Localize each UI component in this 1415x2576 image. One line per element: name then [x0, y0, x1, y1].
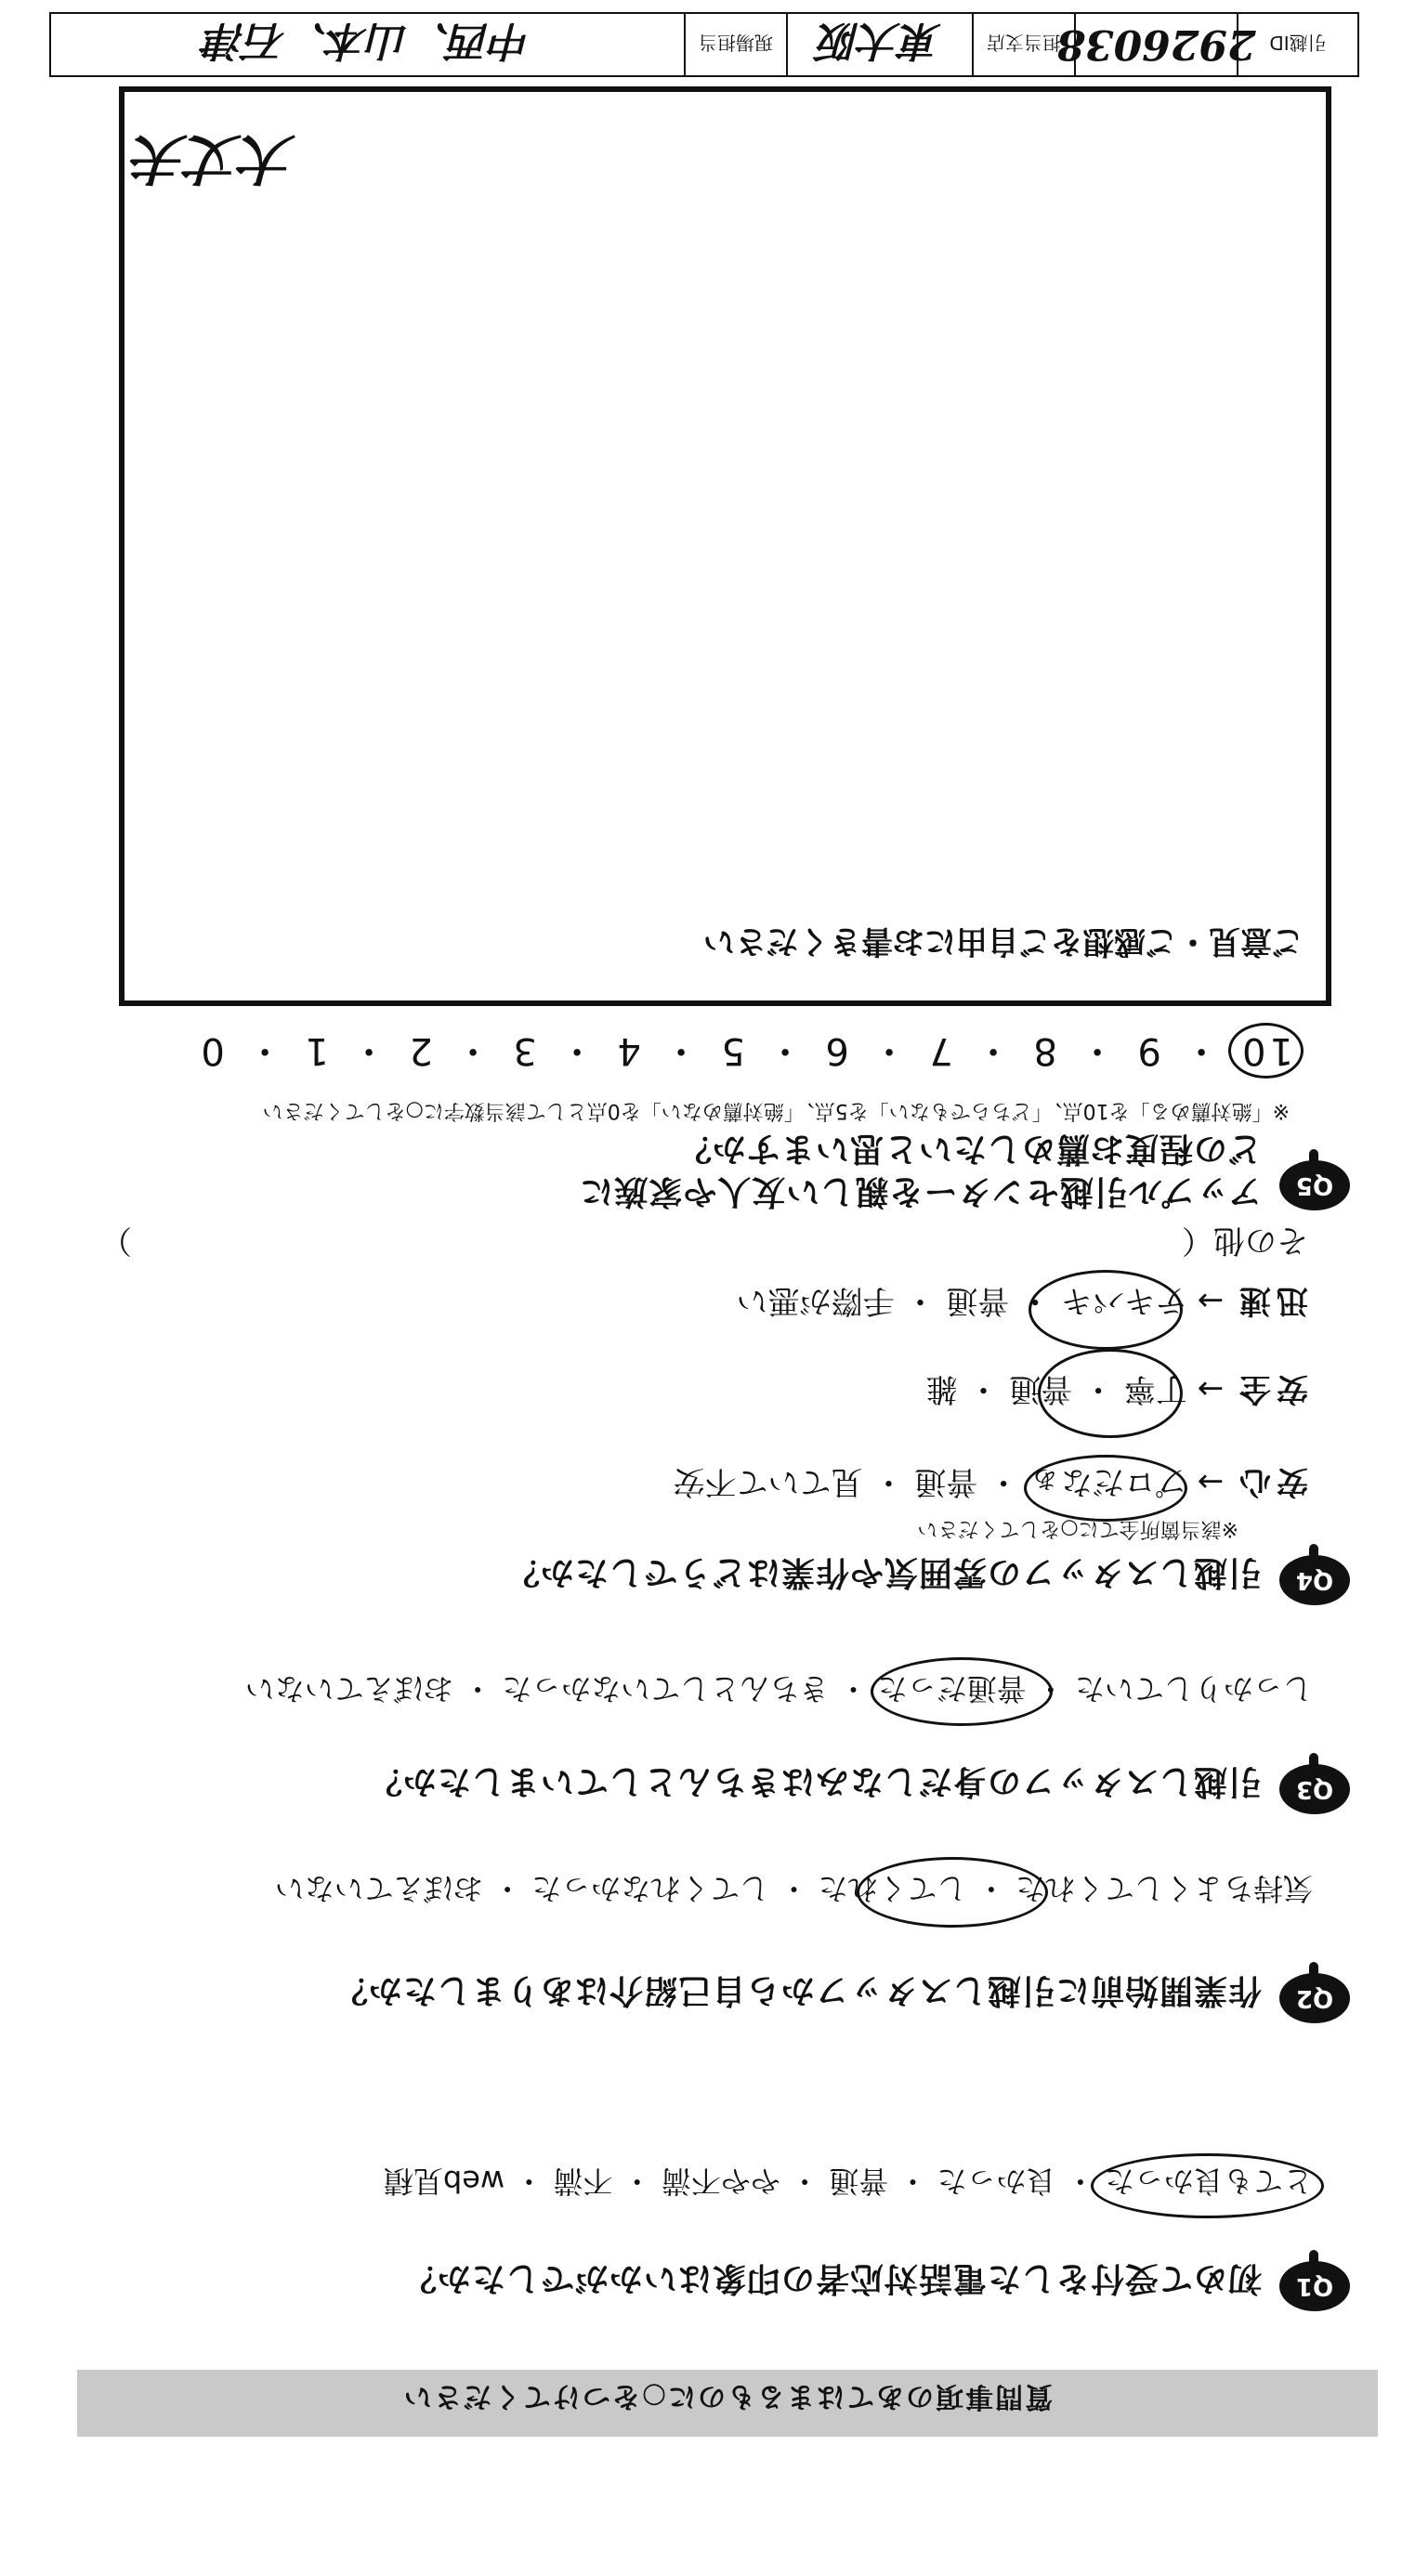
- q5-scale-option-2[interactable]: 2: [405, 1029, 433, 1072]
- comment-box[interactable]: [119, 86, 1331, 1006]
- branch-label: 担当支店: [987, 32, 1061, 55]
- q5-scale-option-4[interactable]: 4: [613, 1029, 641, 1072]
- q4-row-safety: 安全 → 丁寧 ・ 普通 ・ 雑: [925, 1370, 1308, 1407]
- q4-speed-option-brisk[interactable]: テキパキ: [1060, 1282, 1187, 1319]
- q4-row-relief: 安心 → プロだなぁ ・ 普通 ・ 見ていて不安: [673, 1463, 1308, 1500]
- q5-question-line2: どの程度お薦めしたいと思いますか？: [676, 1130, 1262, 1168]
- q5-scale: [188, 1023, 1304, 1080]
- q3-option-dont-remember[interactable]: おぼえていない: [244, 1671, 453, 1706]
- q5-scale-separator: ・: [659, 1029, 701, 1072]
- id-value: 2926038: [1056, 20, 1256, 69]
- q5-scale-separator: ・: [867, 1029, 909, 1072]
- q4-speed-option-clumsy[interactable]: 手際が悪い: [736, 1282, 895, 1319]
- q3-badge: Q3: [1279, 1764, 1350, 1814]
- q3-answer-circle: [871, 1657, 1053, 1726]
- q5-scale-option-10[interactable]: 10: [1228, 1023, 1304, 1079]
- q1-option-web-estimate[interactable]: web見積: [383, 2164, 505, 2199]
- q5-badge: Q5: [1279, 1160, 1350, 1210]
- q5-scale-separator: ・: [971, 1029, 1013, 1072]
- instruction-text: 質問事項のあてはまるものに○をつけてください: [401, 2380, 1054, 2413]
- q5-scale-separator: ・: [555, 1029, 596, 1072]
- arrow-icon: →: [1197, 1370, 1225, 1407]
- q2-option-dont-remember[interactable]: おぼえていない: [274, 1871, 483, 1906]
- q3-option-not-neat[interactable]: きちんとしていなかった: [502, 1671, 830, 1706]
- q5-scale-option-6[interactable]: 6: [821, 1029, 849, 1072]
- q4-speed-answer-circle: [1028, 1270, 1183, 1350]
- q4-row-other: [100, 1221, 1308, 1266]
- instruction-banner: [77, 2370, 1378, 2437]
- q1-question: 初めて受付をした電話対応者の印象はいかがでしたか？: [401, 2259, 1262, 2297]
- q1-option-good[interactable]: 良かった: [937, 2164, 1056, 2199]
- q5-scale-option-9[interactable]: 9: [1133, 1029, 1161, 1072]
- q4-relief-option-anxious[interactable]: 見ていて不安: [673, 1463, 863, 1500]
- q5-question-line1: アップル引越センターを親しい友人や家族に: [579, 1172, 1262, 1210]
- q1-answer-circle: [1091, 2153, 1324, 2218]
- q4-row-safety-label: 安全: [1234, 1370, 1308, 1407]
- q1-option-somewhat-dissatisfied[interactable]: やや不満: [661, 2164, 780, 2199]
- q2-option-did[interactable]: してくれた: [818, 1871, 967, 1906]
- q5-scale-option-1[interactable]: 1: [301, 1029, 329, 1072]
- q5-scale-separator: ・: [242, 1029, 284, 1072]
- comment-title: ご意見・ご感想をご自由にお書きください: [703, 922, 1304, 960]
- q5-scale-option-8[interactable]: 8: [1029, 1029, 1057, 1072]
- q2-answer-circle: [857, 1857, 1048, 1928]
- q3-question: 引越しスタッフの身だしなみはきちんとしていましたか？: [367, 1762, 1262, 1800]
- q2-badge: Q2: [1279, 1973, 1350, 2023]
- q2-option-did-not[interactable]: してくれなかった: [531, 1871, 770, 1906]
- q4-safety-option-rough[interactable]: 雑: [925, 1370, 958, 1407]
- comment-handwritten: 大丈夫: [133, 127, 295, 190]
- q4-badge: Q4: [1279, 1555, 1350, 1605]
- q4-safety-option-normal[interactable]: 普通: [1009, 1370, 1073, 1407]
- q5-scale-separator: ・: [347, 1029, 388, 1072]
- q1-options: とても良かった ・ 良かった ・ 普通 ・ やや不満 ・ 不満 ・ web見積: [383, 2164, 1313, 2199]
- q4-speed-option-normal[interactable]: 普通: [946, 1282, 1010, 1319]
- arrow-icon: →: [1197, 1282, 1225, 1319]
- q4-row-speed-label: 迅速: [1234, 1282, 1308, 1319]
- staff-label: 現場担当: [699, 32, 773, 55]
- q4-other-close: ）: [100, 1222, 132, 1259]
- q4-safety-option-careful[interactable]: 丁寧: [1123, 1370, 1187, 1407]
- q5-scale-option-7[interactable]: 7: [925, 1029, 953, 1072]
- q1-option-normal[interactable]: 普通: [829, 2164, 889, 2199]
- staff-value: 中西、山本、石津: [204, 17, 531, 64]
- q4-row-speed: 迅速 → テキパキ ・ 普通 ・ 手際が悪い: [736, 1282, 1308, 1319]
- q4-question: 引越しスタッフの雰囲気や作業はどうでしたか？: [504, 1553, 1262, 1591]
- q3-option-neat[interactable]: しっかりしていた: [1074, 1671, 1313, 1706]
- q4-other-label: その他（: [1182, 1222, 1308, 1259]
- q4-relief-answer-circle: [1024, 1455, 1187, 1522]
- q5-scale-separator: ・: [451, 1029, 492, 1072]
- q2-question: 作業開始前に引越しスタッフから自己紹介はありましたか？: [333, 1971, 1262, 2009]
- q4-note: ※該当箇所全てに○をしてください: [917, 1517, 1238, 1540]
- q1-option-dissatisfied[interactable]: 不満: [553, 2164, 613, 2199]
- header-table: [49, 12, 1359, 77]
- arrow-icon: →: [1197, 1463, 1225, 1500]
- q2-options: 気持ちよくしてくれた ・ してくれた ・ してくれなかった ・ おぼえていない: [274, 1871, 1313, 1906]
- q5-scale-option-0[interactable]: 0: [197, 1029, 225, 1072]
- q4-safety-answer-circle: [1038, 1349, 1183, 1438]
- q5-scale-separator: ・: [763, 1029, 805, 1072]
- q2-option-pleasant[interactable]: 気持ちよくしてくれた: [1015, 1871, 1313, 1906]
- q5-scale-option-5[interactable]: 5: [717, 1029, 745, 1072]
- branch-value: 東大阪: [819, 17, 941, 64]
- q3-option-normal[interactable]: 普通だった: [877, 1671, 1027, 1706]
- q1-option-very-good[interactable]: とても良かった: [1104, 2164, 1313, 2199]
- q3-options: しっかりしていた ・ 普通だった ・ きちんとしていなかった ・ おぼえていない: [244, 1671, 1313, 1706]
- q4-row-relief-label: 安心: [1234, 1463, 1308, 1500]
- q5-scale-separator: ・: [1179, 1029, 1221, 1072]
- q5-scale-option-3[interactable]: 3: [509, 1029, 537, 1072]
- id-label: 引越ID: [1269, 32, 1327, 55]
- q5-note: ※「絶対薦める」を10点、「どちらでもない」を5点、「絶対薦めない」を0点として該当数字に○をしてください: [262, 1099, 1290, 1122]
- q5-scale-separator: ・: [1075, 1029, 1117, 1072]
- q1-badge: Q1: [1279, 2261, 1350, 2311]
- q4-relief-option-pro[interactable]: プロだなぁ: [1028, 1463, 1187, 1500]
- q4-relief-option-normal[interactable]: 普通: [914, 1463, 978, 1500]
